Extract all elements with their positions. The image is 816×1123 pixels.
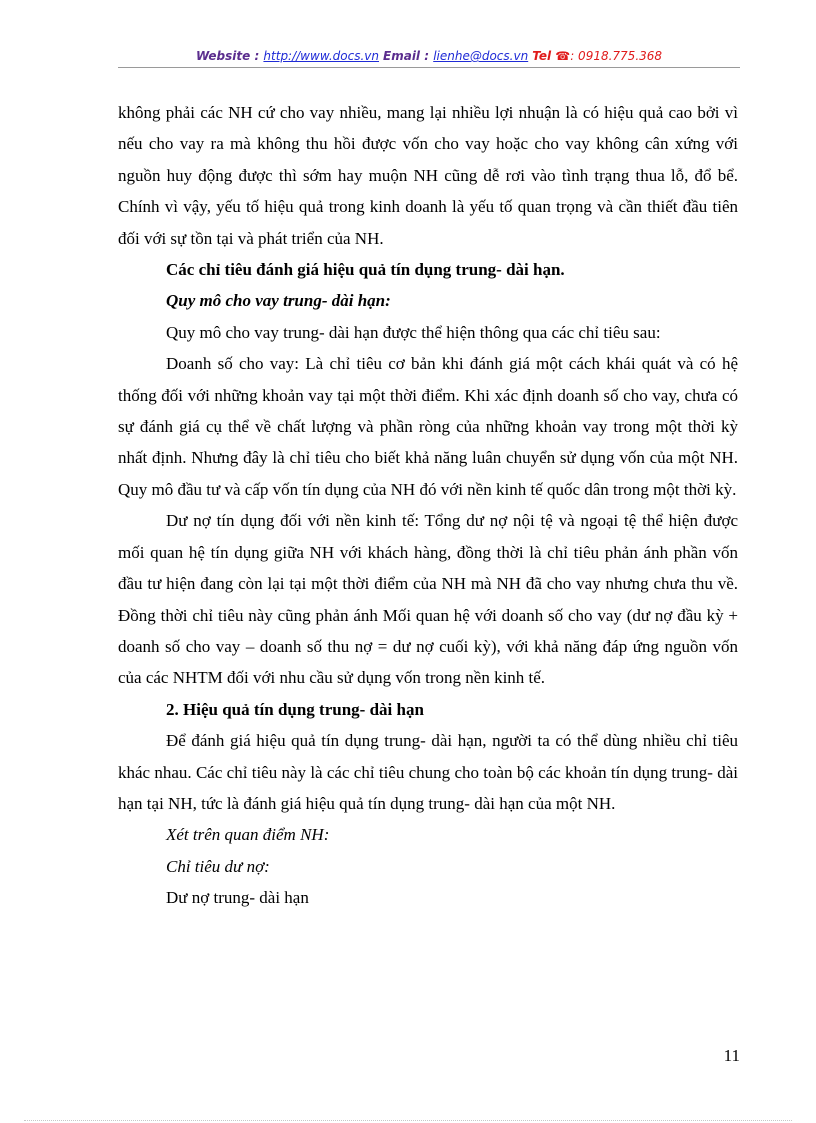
tel-value: : 0918.775.368 — [570, 49, 663, 63]
italic-line-bank-view: Xét trên quan điểm NH: — [166, 825, 330, 845]
paragraph-medium-long-debt: Dư nợ trung- dài hạn — [166, 888, 309, 908]
paragraph-continuation: không phải các NH cứ cho vay nhiều, mang lại nhiều lợi nhuận là có hiệu quả cao bởi vì nếu cho vay ra mà không thu hồi được vốn cho vay hoặc cho vay không cân xứng với nguồn huy động được thì sớm hay muộn NH cũng dễ rơi vào tình trạng thua lỗ, đổ bể. Chính vì vậy, yếu tố hiệu quả trong kinh doanh là yếu tố quan trọng và cần thiết đầu tiên đối với sự tồn tại và phát triển của NH. — [118, 103, 738, 248]
page-header — [118, 46, 740, 68]
website-colon: : — [250, 49, 264, 63]
email-colon: : — [420, 49, 434, 63]
website-label: Website — [195, 49, 251, 63]
section-heading-efficiency: 2. Hiệu quả tín dụng trung- dài hạn — [166, 699, 424, 719]
paragraph-outstanding-debt: Dư nợ tín dụng đối với nền kinh tế: Tổng dư nợ nội tệ và ngoại tệ thể hiện được mối quan hệ tín dụng giữa NH với khách hàng, đồng thời là chỉ tiêu phản ánh phần vốn đầu tư hiện đang còn lại tại một thời điểm của NH mà NH đã cho vay nhưng chưa thu về. Đồng thời chỉ tiêu này cũng phản ánh Mối quan hệ với doanh số cho vay (dư nợ đầu kỳ + doanh số cho vay – doanh số thu nợ = dư nợ cuối kỳ), với khả năng đáp ứng nguồn vốn của các NHTM đối với nhu cầu sử dụng vốn trong nền kinh tế. — [118, 511, 738, 688]
paragraph-efficiency-intro: Để đánh giá hiệu quả tín dụng trung- dài hạn, người ta có thể dùng nhiều chỉ tiêu khác nhau. Các chỉ tiêu này là các chỉ tiêu chung cho toàn bộ các khoản tín dụng trung- dài hạn tại NH, tức là đánh giá hiệu quả tín dụng trung- dài hạn của một NH. — [118, 731, 738, 813]
section-heading-criteria: Các chỉ tiêu đánh giá hiệu quả tín dụng trung- dài hạn. — [166, 260, 565, 280]
document-body — [118, 97, 738, 914]
paragraph-scale-intro: Quy mô cho vay trung- dài hạn được thể hiện thông qua các chỉ tiêu sau: — [166, 322, 661, 342]
italic-line-debt-criteria: Chỉ tiêu dư nợ: — [166, 856, 270, 876]
email-label: Email — [383, 49, 421, 63]
subsection-heading-scale: Quy mô cho vay trung- dài hạn: — [166, 291, 391, 311]
header-divider — [118, 67, 740, 68]
footer-divider — [24, 1120, 792, 1121]
page-number: 11 — [723, 1046, 740, 1065]
website-link[interactable]: http://www.docs.vn — [263, 49, 380, 63]
paragraph-loan-turnover: Doanh số cho vay: Là chỉ tiêu cơ bản khi đánh giá một cách khái quát và có hệ thống đối với những khoản vay tại một thời điểm. Khi xác định doanh số cho vay, chưa có sự đánh giá cụ thể về chất lượng và phần ròng của những khoản vay trong một thời kỳ nhất định. Nhưng đây là chỉ tiêu cho biết khả năng luân chuyển sử dụng vốn của một NH. Quy mô đầu tư và cấp vốn tín dụng của NH đó với nền kinh tế quốc dân trong một thời kỳ. — [118, 354, 738, 499]
email-link[interactable]: lienhe@docs.vn — [433, 49, 529, 63]
tel-label: Tel ☎ — [532, 49, 571, 63]
